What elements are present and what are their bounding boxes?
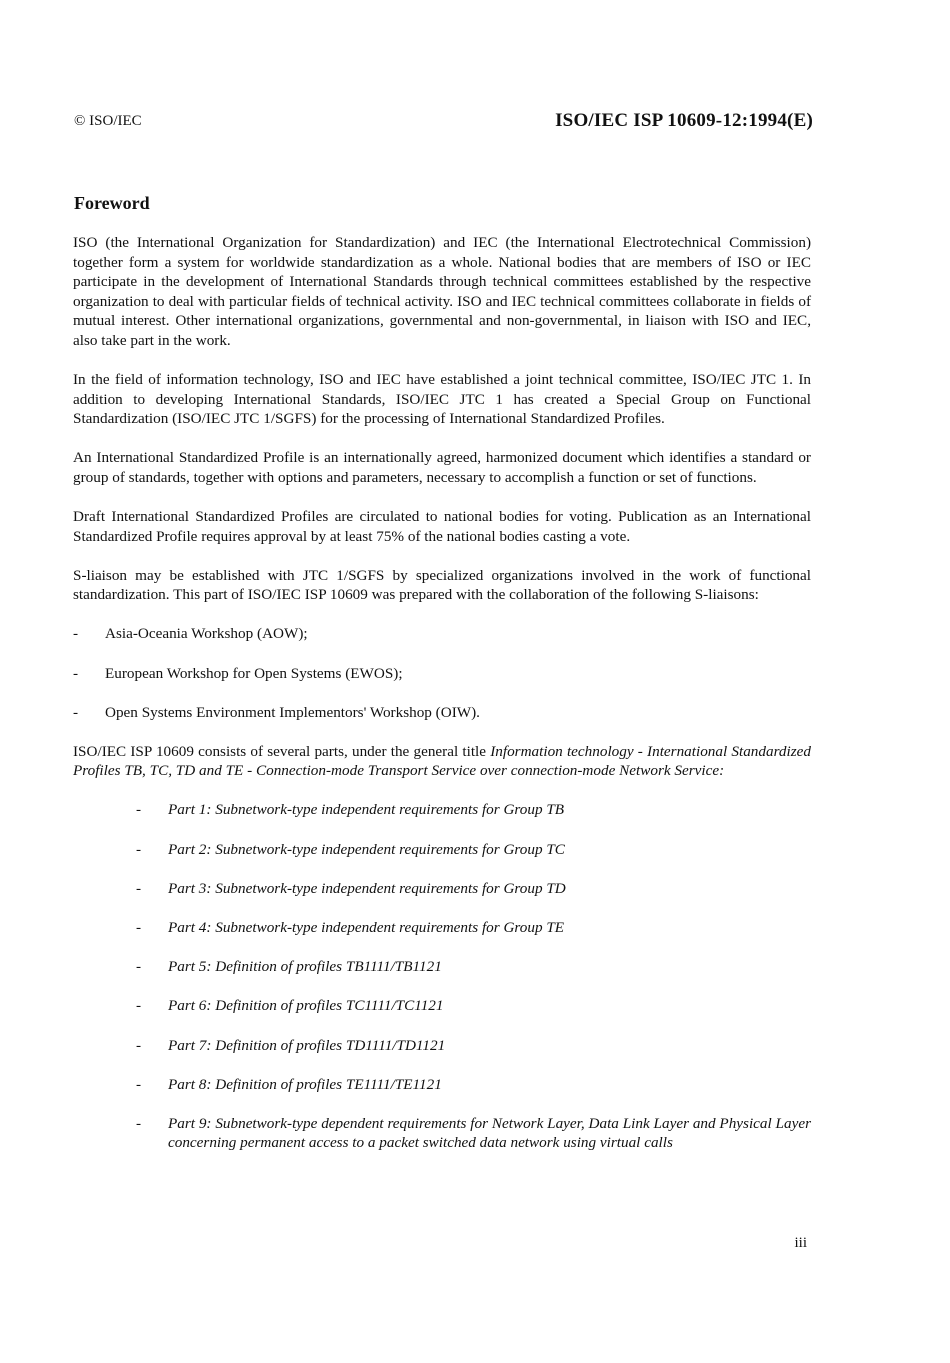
part-item: - Part 5: Definition of profiles TB1111/TB1121: [73, 957, 811, 977]
page-number: iii: [794, 1235, 807, 1251]
parts-intro-prefix: ISO/IEC ISP 10609 consists of several parts, under the general title: [73, 742, 491, 760]
part-item: - Part 9: Subnetwork-type dependent requirements for Network Layer, Data Link Layer and Physical Layer concerning permanent access to a packet switched data network using virtual calls: [73, 1114, 811, 1153]
part-item: - Part 7: Definition of profiles TD1111/TD1121: [73, 1036, 811, 1056]
part-item: - Part 2: Subnetwork-type independent requirements for Group TC: [73, 840, 811, 860]
liaison-list: [73, 624, 811, 722]
paragraph: In the field of information technology, ISO and IEC have established a joint technical committee, ISO/IEC JTC 1. In addition to developing International Standards, ISO/IEC JTC 1 has created a Special Group on Functional Standardization (ISO/IEC JTC 1/SGFS) for the processing of International Standardized Profiles.: [73, 371, 811, 428]
paragraph: ISO (the International Organization for Standardization) and IEC (the International Electrotechnical Commission) together form a system for worldwide standardization as a whole. National bodies that are members of ISO or IEC participate in the development of International Standards through technical committees established by the respective organization to deal with particular fields of technical activity. ISO and IEC technical committees collaborate in fields of mutual interest. Other international organizations, governmental and non-governmental, in liaison with ISO and IEC, also take part in the work.: [73, 234, 811, 349]
part-item: - Part 6: Definition of profiles TC1111/TC1121: [73, 996, 811, 1016]
part-item: - Part 8: Definition of profiles TE1111/TE1121: [73, 1075, 811, 1095]
part-item: - Part 1: Subnetwork-type independent requirements for Group TB: [73, 800, 811, 820]
list-item: - Open Systems Environment Implementors' Workshop (OIW).: [73, 703, 811, 723]
paragraph: An International Standardized Profile is an internationally agreed, harmonized document which identifies a standard or group of standards, together with options and parameters, necessary to accomplish a function or set of functions.: [73, 449, 811, 486]
parts-list: [73, 800, 811, 1153]
paragraph: S-liaison may be established with JTC 1/SGFS by specialized organizations involved in the work of functional standardization. This part of ISO/IEC ISP 10609 was prepared with the collaboration of the following S-liaisons:: [73, 566, 811, 604]
list-item: - European Workshop for Open Systems (EWOS);: [73, 664, 811, 684]
section-title: Foreword: [74, 193, 150, 213]
foreword-body: [73, 233, 811, 1173]
parts-intro: [73, 742, 811, 781]
paragraph: Draft International Standardized Profiles are circulated to national bodies for voting. Publication as an International Standardized Profile requires approval by at least 75% of the national bodies casting a vote.: [73, 508, 811, 545]
part-item: - Part 3: Subnetwork-type independent requirements for Group TD: [73, 879, 811, 899]
header-copyright: © ISO/IEC: [74, 113, 142, 129]
part-item: - Part 4: Subnetwork-type independent requirements for Group TE: [73, 918, 811, 938]
list-item: - Asia-Oceania Workshop (AOW);: [73, 624, 811, 644]
parts-intro-title: Information technology - International Standardized Profiles TB, TC, TD and TE - Connection-mode Transport Service over connection-mode Network Service:: [73, 742, 811, 780]
header-standard-id: ISO/IEC ISP 10609-12:1994(E): [555, 110, 813, 131]
